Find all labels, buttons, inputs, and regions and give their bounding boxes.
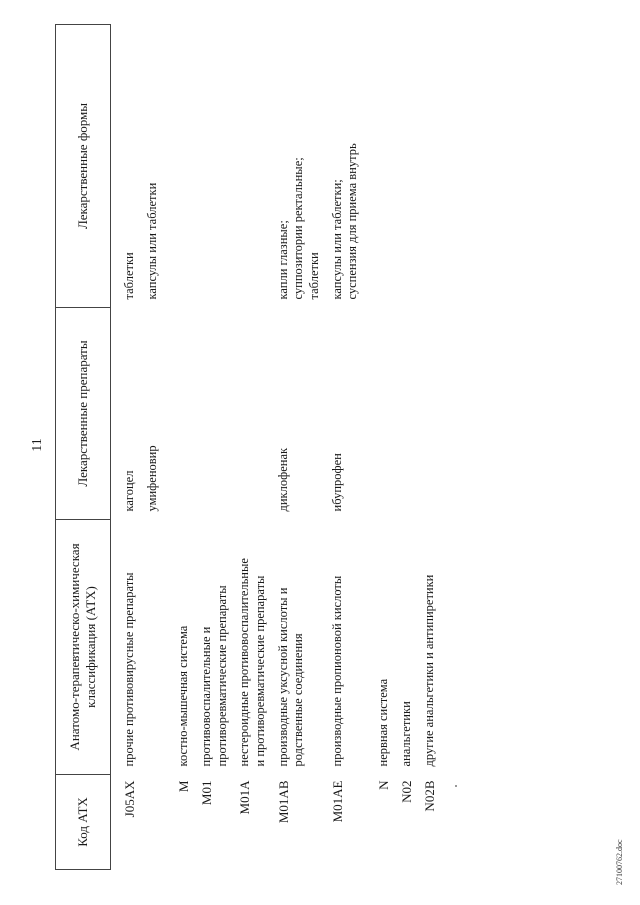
page-number: 11 (30, 438, 45, 452)
cell-code: N02 (399, 780, 414, 803)
table-row (273, 25, 327, 870)
cell-form: капсулы или таблетки; суспензия для приема внутрь (329, 143, 360, 300)
cell-classification: анальгетики (399, 701, 413, 767)
table-row (234, 25, 272, 870)
table-row (196, 25, 234, 870)
cell-form (196, 25, 234, 308)
cell-classification: нервная система (375, 678, 390, 767)
cell-classification: производные уксусной кислоты и родственные соединения (275, 587, 306, 767)
cell-code: J05AX (122, 780, 137, 818)
scan-speck (455, 785, 457, 787)
table-row (419, 25, 442, 870)
header-drugs: Лекарственные препараты (56, 308, 111, 520)
cell-form (373, 25, 396, 308)
cell-classification: другие анальгетики и антипиретики (422, 574, 437, 767)
atx-drug-table (55, 24, 443, 870)
cell-code: M01AB (275, 780, 291, 824)
header-forms: Лекарственные формы (56, 25, 111, 308)
cell-drug (419, 308, 442, 520)
table-row (327, 25, 365, 870)
cell-code (142, 775, 165, 870)
cell-classification: нестероидные противовоспалительные и противоревматические препараты (237, 558, 267, 767)
cell-drug: диклофенак (275, 447, 290, 512)
header-classification: Анатомо-терапевтическо-химическая классификация (АТХ) (56, 520, 111, 775)
cell-form (419, 25, 442, 308)
table-row (119, 25, 142, 870)
cell-form: таблетки (122, 252, 136, 300)
cell-drug (196, 308, 234, 520)
cell-drug: умифеновир (145, 445, 160, 512)
cell-code: M01A (237, 780, 253, 815)
cell-code: M01 (199, 780, 215, 806)
table-spacer (365, 25, 373, 870)
cell-code: N02B (422, 780, 438, 812)
cell-code: N (375, 780, 391, 790)
cell-form: капли глазные; суппозитории ректальные; таблетки (275, 157, 321, 300)
cell-form (173, 25, 196, 308)
cell-drug (396, 308, 419, 520)
cell-classification: противовоспалительные и противоревматические препараты (199, 585, 229, 767)
document-filename: 27100762.doc (615, 839, 624, 885)
cell-drug (234, 308, 272, 520)
table-row (142, 25, 165, 870)
cell-code: M01AE (329, 780, 345, 823)
cell-form (396, 25, 419, 308)
cell-form: капсулы или таблетки (145, 182, 160, 300)
cell-drug: кагоцел (122, 470, 136, 512)
table-row (396, 25, 419, 870)
cell-classification: костно-мышечная система (175, 625, 190, 767)
cell-form (234, 25, 272, 308)
table-spacer (111, 25, 120, 870)
cell-drug: ибупрофен (329, 453, 344, 512)
cell-drug (373, 308, 396, 520)
cell-code: M (175, 780, 191, 793)
cell-classification (142, 520, 165, 775)
table-row (373, 25, 396, 870)
table-row (173, 25, 196, 870)
cell-drug (173, 308, 196, 520)
header-code: Код АТХ (56, 775, 111, 870)
cell-classification: производные пропионовой кислоты (329, 575, 344, 767)
table-header-row (56, 25, 111, 870)
cell-classification: прочие противовирусные препараты (122, 572, 136, 767)
table-spacer (165, 25, 173, 870)
